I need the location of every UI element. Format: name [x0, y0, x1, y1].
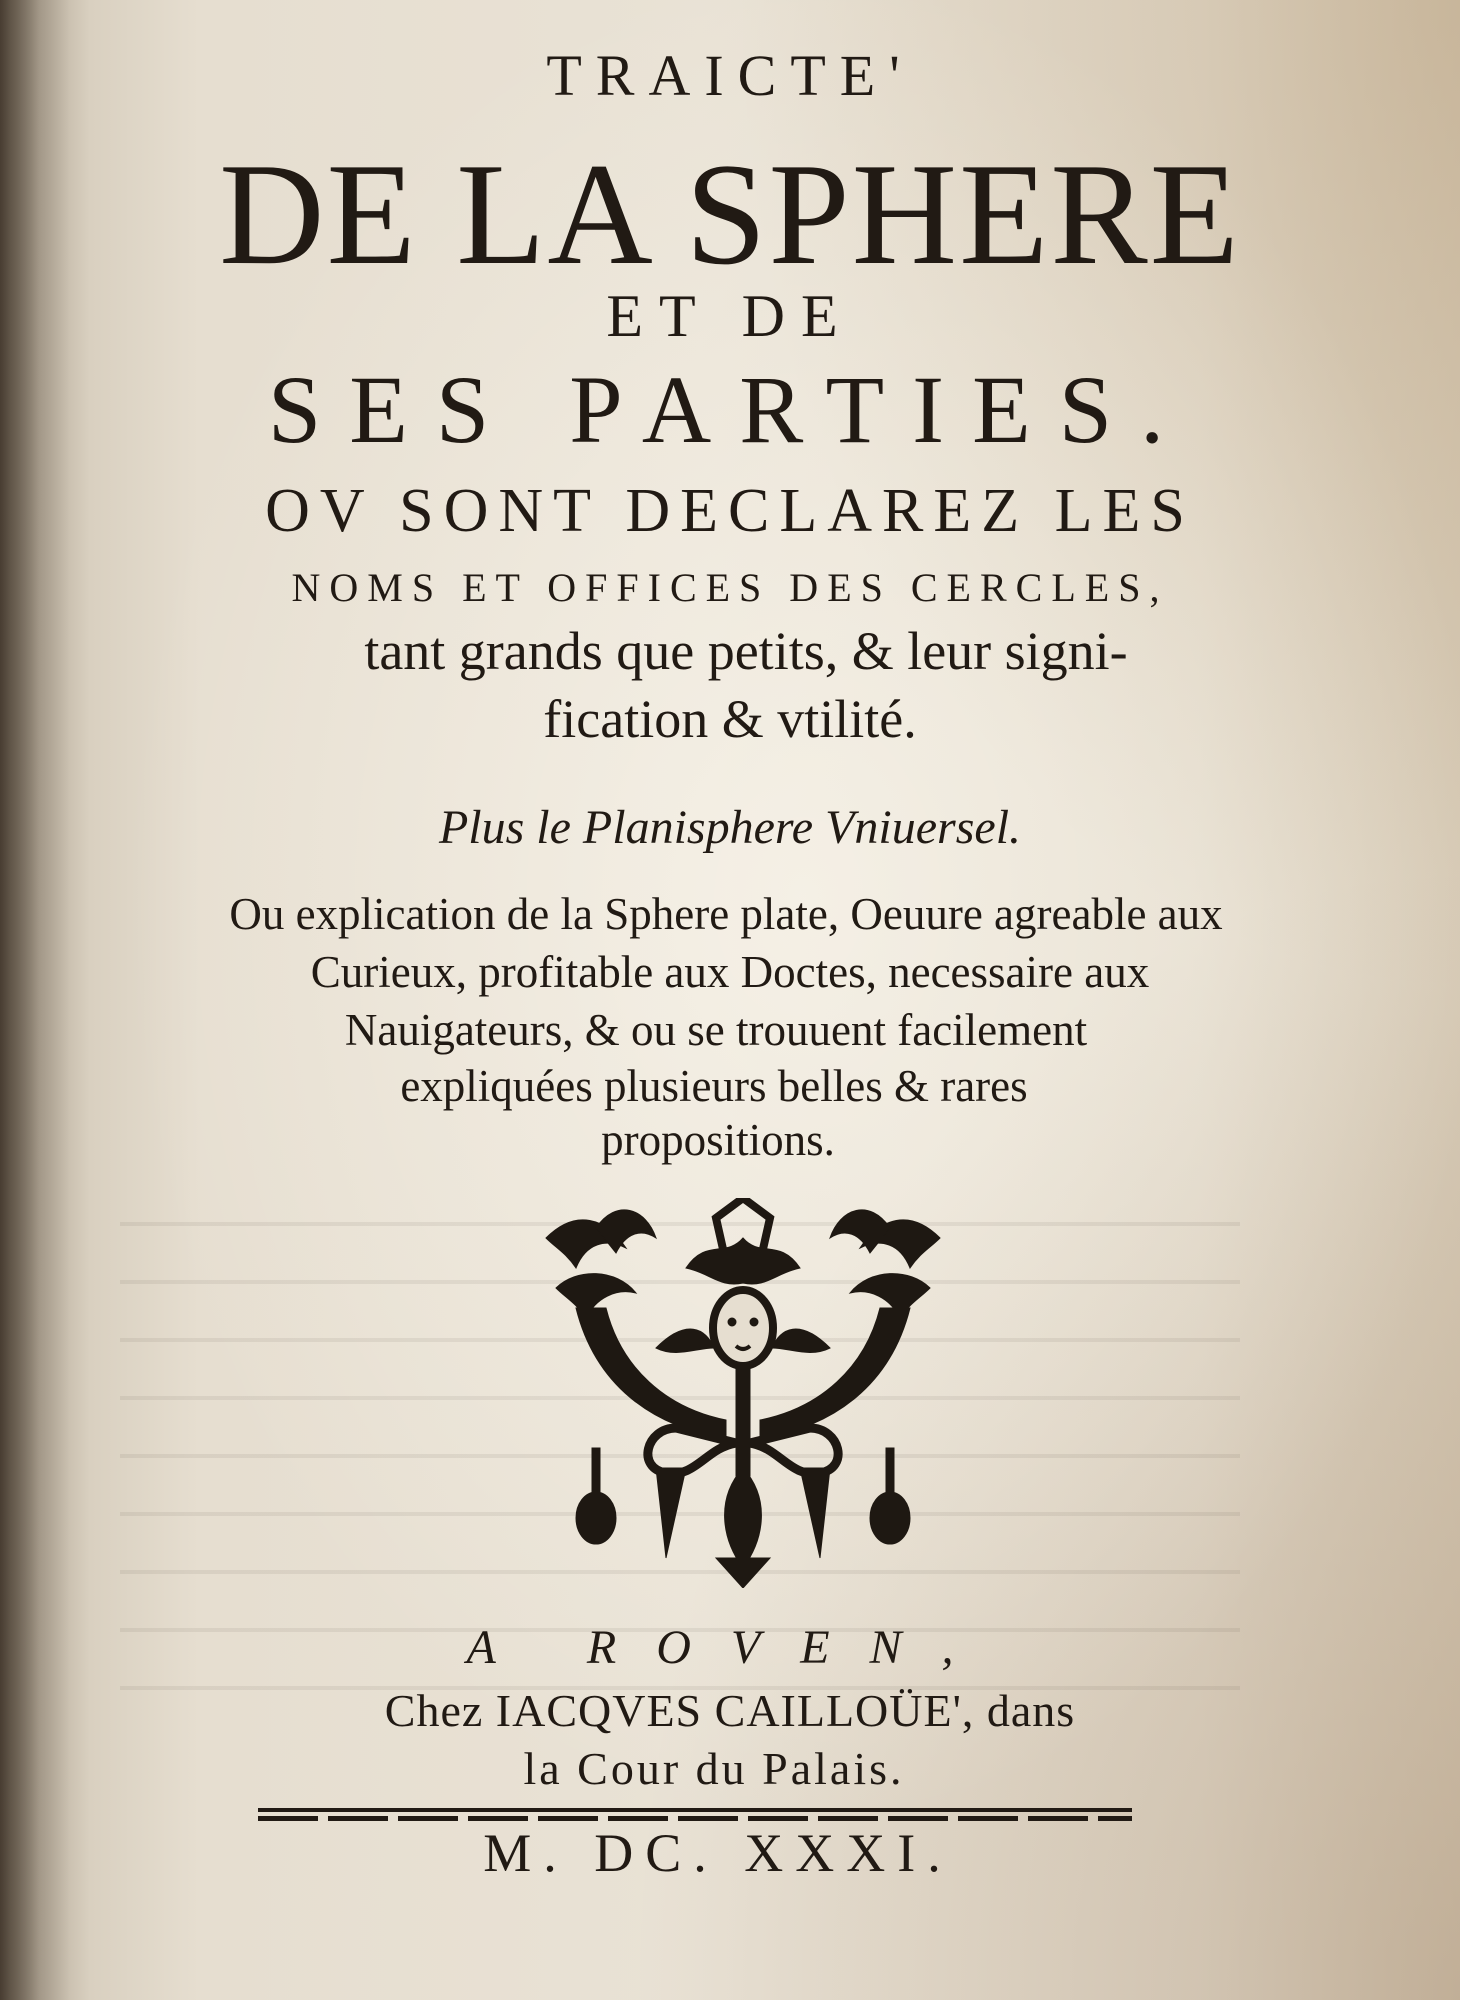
description-line-1: Ou explication de la Sphere plate, Oeuure agreable aux — [229, 889, 1223, 939]
subtitle-line-4: fication & vtilité. — [543, 689, 917, 749]
description-line-5: propositions. — [601, 1115, 835, 1165]
subtitle-line-3: tant grands que petits, & leur signi- — [364, 621, 1128, 681]
description-line-2: Curieux, profitable aux Doctes, necessaire aux — [310, 947, 1150, 997]
title-word-traicte: TRAICTE' — [546, 43, 914, 108]
description-line-4: expliquées plusieurs belles & rares — [400, 1061, 1028, 1111]
publication-date: M. DC. XXXI. — [483, 1823, 953, 1883]
decorative-rule — [258, 1808, 1132, 1822]
title-conjunction: ET DE — [606, 283, 854, 349]
imprint-printer: Chez IACQVES CAILLOÜE', dans — [384, 1685, 1076, 1736]
description-line-3: Nauigateurs, & ou se trouuent facilement — [344, 1005, 1088, 1055]
main-title: DE LA SPHERE — [219, 133, 1241, 295]
imprint-place: A ROVEN, — [466, 1621, 994, 1674]
imprint-address: la Cour du Palais. — [523, 1743, 905, 1794]
planisphere-heading: Plus le Planisphere Vniuersel. — [438, 801, 1022, 854]
title-subject: SES PARTIES. — [267, 356, 1193, 463]
printers-ornament-woodcut — [536, 1198, 950, 1588]
subtitle-line-1: OV SONT DECLAREZ LES — [265, 477, 1195, 545]
subtitle-line-2: NOMS ET OFFICES DES CERCLES, — [291, 565, 1169, 610]
